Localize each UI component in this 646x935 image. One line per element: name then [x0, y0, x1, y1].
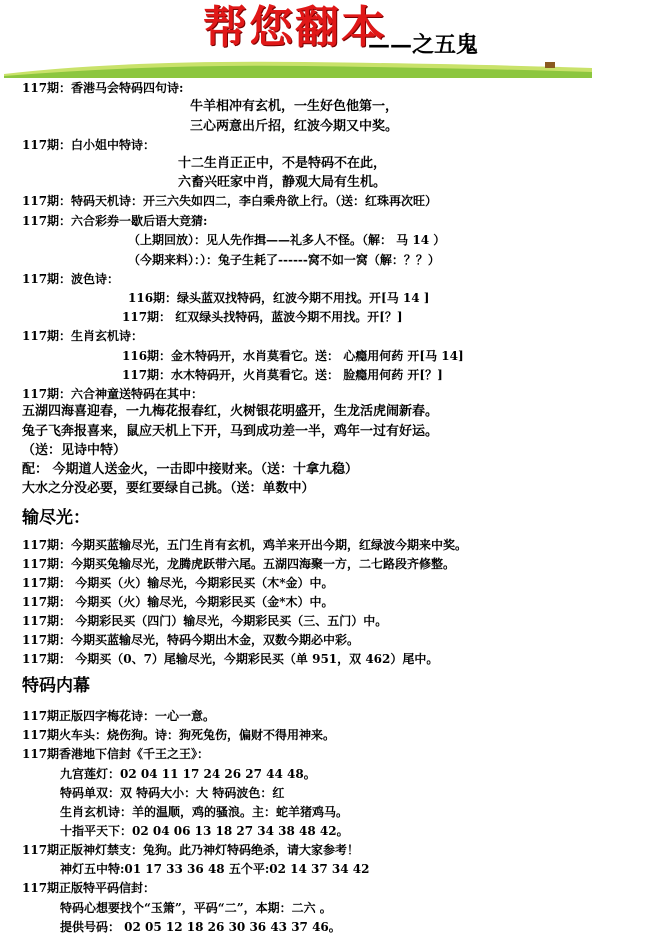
- text-line: 117期：六合神童送特码在其中：: [22, 387, 204, 401]
- text-line: 117期：六合彩券一歇后语大竞猜:: [22, 214, 208, 228]
- text-line: 117期：今期买蓝输尽光，五门生肖有玄机，鸡羊来开出今期，红绿波今期来中奖。: [22, 538, 468, 552]
- text-line: 117期：香港马会特码四句诗:: [22, 81, 184, 95]
- text-line: 117期火车头：烧伤狗。诗：狗死兔伤，偏财不得用神来。: [22, 728, 336, 742]
- text-line: 117期：水木特码开，火肖莫看它。送： 脸瘾用何药 开[？]: [122, 368, 443, 382]
- text-line: 117期： 红双绿头找特码，蓝波今期不用找。开[？]: [122, 310, 403, 324]
- page-header: [0, 0, 646, 82]
- text-line: （上期回放）：见人先作揖——礼多人不怪。（解： 马 14 ）: [128, 233, 446, 247]
- text-line: 117期香港地下信封《千王之王》：: [22, 747, 210, 761]
- page-subtitle: ——之五鬼: [368, 32, 479, 58]
- text-line: 六畜兴旺家中肖，静观大局有生机。: [178, 175, 387, 190]
- section-heading: 输尽光：: [22, 508, 90, 528]
- grass-banner-icon: [4, 58, 592, 78]
- text-line: 117期： 今期买（火）输尽光，今期彩民买（金*木）中。: [22, 595, 334, 609]
- text-line: 三心两意出斤招，红波今期又中奖。: [190, 119, 399, 134]
- text-line: 十二生肖正正中，不是特码不在此，: [178, 156, 387, 171]
- text-line: 117期正版特平码信封：: [22, 881, 156, 895]
- text-line: （今期来料）：）：兔子生耗了------窝不如一窝（解：？？）: [128, 253, 440, 267]
- text-line: 116期：金木特码开，水肖莫看它。送： 心瘾用何药 开[马 14]: [122, 349, 464, 363]
- text-line: 配： 今期道人送金火，一击即中接财来。（送：十拿九稳）: [22, 462, 359, 477]
- text-line: （送：见诗中特）: [22, 443, 127, 458]
- text-line: 117期正版四字梅花诗：一心一意。: [22, 709, 216, 723]
- section-heading: 特码内幕: [22, 676, 90, 696]
- text-line: 117期： 今期买（0、7）尾输尽光，今期彩民买（单 951，双 462）尾中。: [22, 652, 439, 666]
- text-line: 117期： 今期彩民买（四门）输尽光，今期彩民买（三、五门）中。: [22, 614, 388, 628]
- text-line: 十指平天下：02 04 06 13 18 27 34 38 48 42。: [60, 824, 349, 838]
- text-line: 生肖玄机诗：羊的温顺，鸡的骚浪。主：蛇羊猪鸡马。: [60, 805, 349, 819]
- text-line: 117期正版神灯禁支：兔狗。此乃神灯特码绝杀，请大家参考！: [22, 843, 360, 857]
- text-line: 牛羊相冲有玄机，一生好色他第一，: [190, 99, 399, 114]
- text-line: 117期：今期买兔输尽光，龙腾虎跃带六尾。五湖四海聚一方，二七路段齐修整。: [22, 557, 456, 571]
- text-line: 116期：绿头蓝双找特码，红波今期不用找。开[马 14 ]: [128, 291, 430, 305]
- page-title: 帮您翻本: [203, 2, 387, 53]
- text-line: 117期：生肖玄机诗：: [22, 329, 144, 343]
- text-line: 九宫莲灯：02 04 11 17 24 26 27 44 48。: [60, 767, 316, 781]
- text-line: 117期：波色诗：: [22, 272, 120, 286]
- text-line: 大水之分没必要，要红要绿自己挑。（送：单数中）: [22, 481, 315, 496]
- text-line: 五湖四海喜迎春，一九梅花报春红，火树银花明盛开，生龙活虎闹新春。: [22, 404, 439, 419]
- text-line: 特码心想要找个“玉箫”，平码“二”，本期：二六 。: [60, 901, 332, 915]
- text-line: 117期：特码天机诗：开三六失如四二，李白乘舟欲上行。（送：红珠再次旺）: [22, 194, 438, 208]
- text-line: 神灯五中特:01 17 33 36 48 五个平:02 14 37 34 42: [60, 862, 370, 876]
- text-line: 117期： 今期买（火）输尽光，今期彩民买（木*金）中。: [22, 576, 334, 590]
- text-line: 117期：今期买蓝输尽光，特码今期出木金，双数今期必中彩。: [22, 633, 360, 647]
- text-line: 117期：白小姐中特诗：: [22, 138, 156, 152]
- text-line: 特码单双：双 特码大小：大 特码波色：红: [60, 786, 285, 800]
- text-line: 兔子飞奔报喜来，鼠应天机上下开，马到成功差一半，鸡年一过有好运。: [22, 424, 439, 439]
- text-line: 提供号码： 02 05 12 18 26 30 36 43 37 46。: [60, 920, 341, 934]
